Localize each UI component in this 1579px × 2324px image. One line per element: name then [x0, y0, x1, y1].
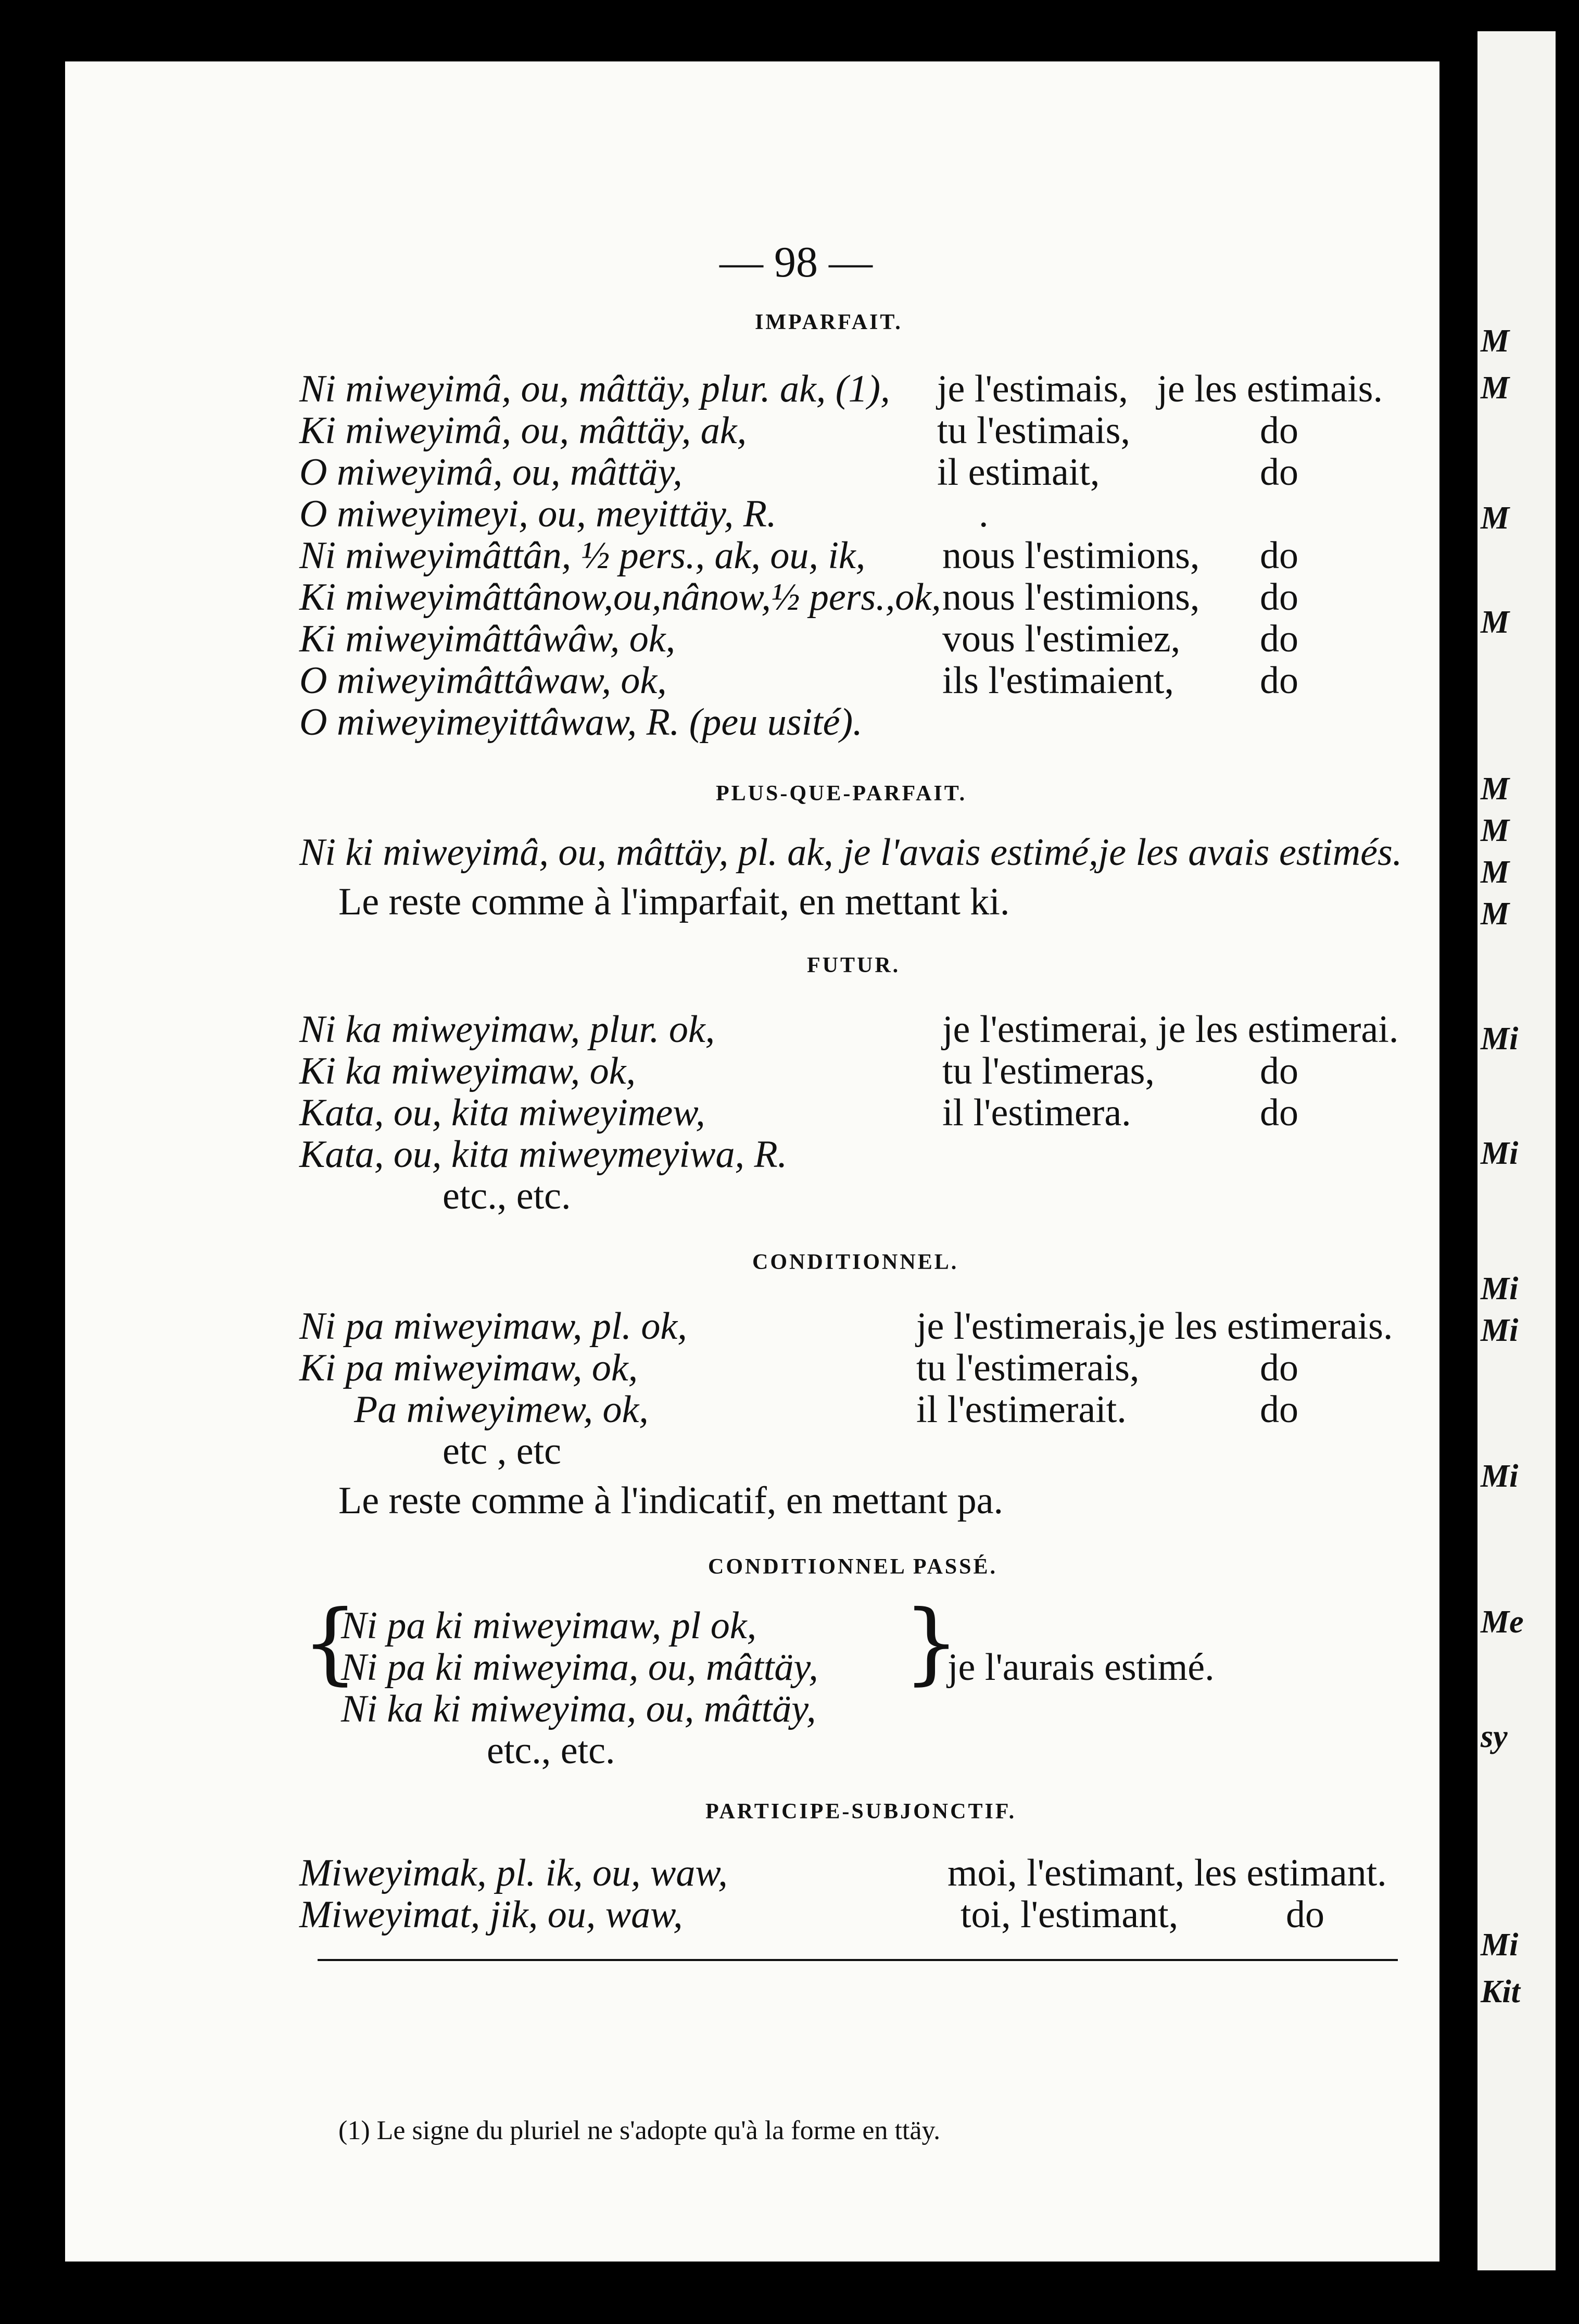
imparfait-row: Ki miweyimâttâwâw, ok,: [299, 618, 676, 660]
imparfait-row: O miweyimeyittâwaw, R. (peu usité).: [299, 701, 863, 744]
conditionnel-passe-row: Ni pa ki miweyimaw, pl ok,: [341, 1604, 757, 1647]
margin-mark: M: [1481, 813, 1510, 848]
margin-mark: Mi: [1481, 1271, 1519, 1307]
imparfait-translation: tu l'estimais,: [937, 409, 1130, 452]
futur-row: Ni ka miweyimaw, plur. ok,: [299, 1008, 715, 1051]
imparfait-translation: nous l'estimions,: [942, 534, 1200, 577]
ditto-mark: do: [1260, 618, 1298, 660]
ditto-mark: do: [1260, 534, 1298, 577]
imparfait-translation: vous l'estimiez,: [942, 618, 1181, 660]
futur-translation: il l'estimera.: [942, 1091, 1131, 1134]
margin-mark: Mi: [1481, 1927, 1519, 1963]
margin-mark: M: [1481, 771, 1510, 807]
ditto-mark: do: [1260, 409, 1298, 452]
ditto-mark: do: [1260, 576, 1298, 619]
imparfait-translation: nous l'estimions,: [942, 576, 1200, 619]
section-title-conditionnel: CONDITIONNEL.: [752, 1250, 959, 1274]
ditto-mark: do: [1260, 1388, 1298, 1431]
participe-row: Miweyimat, jik, ou, waw,: [299, 1893, 683, 1936]
futur-row: Ki ka miweyimaw, ok,: [299, 1050, 636, 1092]
conditionnel-passe-etc: etc., etc.: [487, 1729, 615, 1772]
margin-mark: Me: [1481, 1604, 1524, 1640]
imparfait-row: Ki miweyimâ, ou, mâttäy, ak,: [299, 409, 747, 452]
conditionnel-note: Le reste comme à l'indicatif, en mettant pa.: [338, 1479, 1003, 1522]
margin-mark: Mi: [1481, 1136, 1519, 1171]
ditto-mark: do: [1260, 1091, 1298, 1134]
margin-mark: Mi: [1481, 1021, 1519, 1057]
imparfait-translation: .: [979, 493, 989, 535]
participe-row: Miweyimak, pl. ik, ou, waw,: [299, 1852, 728, 1894]
conditionnel-translation: il l'estimerait.: [916, 1388, 1127, 1431]
futur-etc: etc., etc.: [443, 1175, 571, 1217]
imparfait-row: Ni miweyimâ, ou, mâttäy, plur. ak, (1),: [299, 368, 890, 410]
section-title-participe: PARTICIPE-SUBJONCTIF.: [705, 1800, 1017, 1824]
futur-row: Kata, ou, kita miweymeyiwa, R.: [299, 1133, 788, 1176]
margin-mark: Mi: [1481, 1459, 1519, 1494]
section-title-conditionnel-passe: CONDITIONNEL PASSÉ.: [708, 1555, 998, 1579]
left-brace: {: [302, 1591, 359, 1694]
margin-mark: M: [1481, 896, 1510, 932]
imparfait-translation: il estimait,: [937, 451, 1100, 494]
conditionnel-etc: etc , etc: [443, 1430, 561, 1473]
futur-translation: je l'estimerai, je les estimerai.: [942, 1008, 1399, 1051]
section-title-imparfait: IMPARFAIT.: [755, 310, 903, 334]
imparfait-row: O miweyimâttâwaw, ok,: [299, 659, 667, 702]
participe-translation: moi, l'estimant, les estimant.: [948, 1852, 1387, 1894]
conditionnel-translation: je l'estimerais,je les estimerais.: [916, 1305, 1393, 1348]
imparfait-row: O miweyimâ, ou, mâttäy,: [299, 451, 683, 494]
margin-mark: M: [1481, 605, 1510, 640]
margin-mark: Mi: [1481, 1313, 1519, 1348]
page-number: — 98 —: [719, 238, 873, 286]
margin-mark: Kit: [1481, 1974, 1520, 2009]
conditionnel-passe-translation: je l'aurais estimé.: [948, 1646, 1215, 1689]
futur-row: Kata, ou, kita miweyimew,: [299, 1091, 705, 1134]
margin-mark: sy: [1481, 1719, 1508, 1754]
footnote: (1) Le signe du pluriel ne s'adopte qu'à la forme en ttäy.: [338, 2116, 941, 2145]
conditionnel-row: Pa miweyimew, ok,: [354, 1388, 649, 1431]
ditto-mark: do: [1286, 1893, 1324, 1936]
section-title-futur: FUTUR.: [807, 953, 901, 977]
plus-que-parfait-line: Ni ki miweyimâ, ou, mâttäy, pl. ak, je l'avais estimé,je les avais estimés.: [299, 831, 1403, 874]
ditto-mark: do: [1260, 659, 1298, 702]
futur-translation: tu l'estimeras,: [942, 1050, 1155, 1092]
participe-translation: toi, l'estimant,: [961, 1893, 1179, 1936]
margin-mark: M: [1481, 855, 1510, 890]
margin-mark: M: [1481, 500, 1510, 536]
margin-mark: M: [1481, 323, 1510, 359]
conditionnel-passe-row: Ni ka ki miweyima, ou, mâttäy,: [341, 1688, 816, 1730]
conditionnel-row: Ki pa miweyimaw, ok,: [299, 1347, 638, 1389]
adjacent-page-strip: [1477, 31, 1556, 2270]
conditionnel-passe-row: Ni pa ki miweyima, ou, mâttäy,: [341, 1646, 818, 1689]
imparfait-translation: ils l'estimaient,: [942, 659, 1174, 702]
imparfait-row: Ki miweyimâttânow,ou,nânow,½ pers.,ok,: [299, 576, 941, 619]
imparfait-translation: je l'estimais, je les estimais.: [937, 368, 1383, 410]
plus-que-parfait-note: Le reste comme à l'imparfait, en mettant ki.: [338, 881, 1010, 923]
margin-mark: M: [1481, 370, 1510, 406]
imparfait-row: O miweyimeyi, ou, meyittäy, R.: [299, 493, 777, 535]
section-title-plus-que-parfait: PLUS-QUE-PARFAIT.: [716, 782, 967, 806]
ditto-mark: do: [1260, 451, 1298, 494]
right-brace: }: [903, 1591, 960, 1694]
conditionnel-row: Ni pa miweyimaw, pl. ok,: [299, 1305, 687, 1348]
ditto-mark: do: [1260, 1050, 1298, 1092]
imparfait-row: Ni miweyimâttân, ½ pers., ak, ou, ik,: [299, 534, 866, 577]
ditto-mark: do: [1260, 1347, 1298, 1389]
conditionnel-translation: tu l'estimerais,: [916, 1347, 1140, 1389]
footnote-rule: [318, 1959, 1398, 1961]
